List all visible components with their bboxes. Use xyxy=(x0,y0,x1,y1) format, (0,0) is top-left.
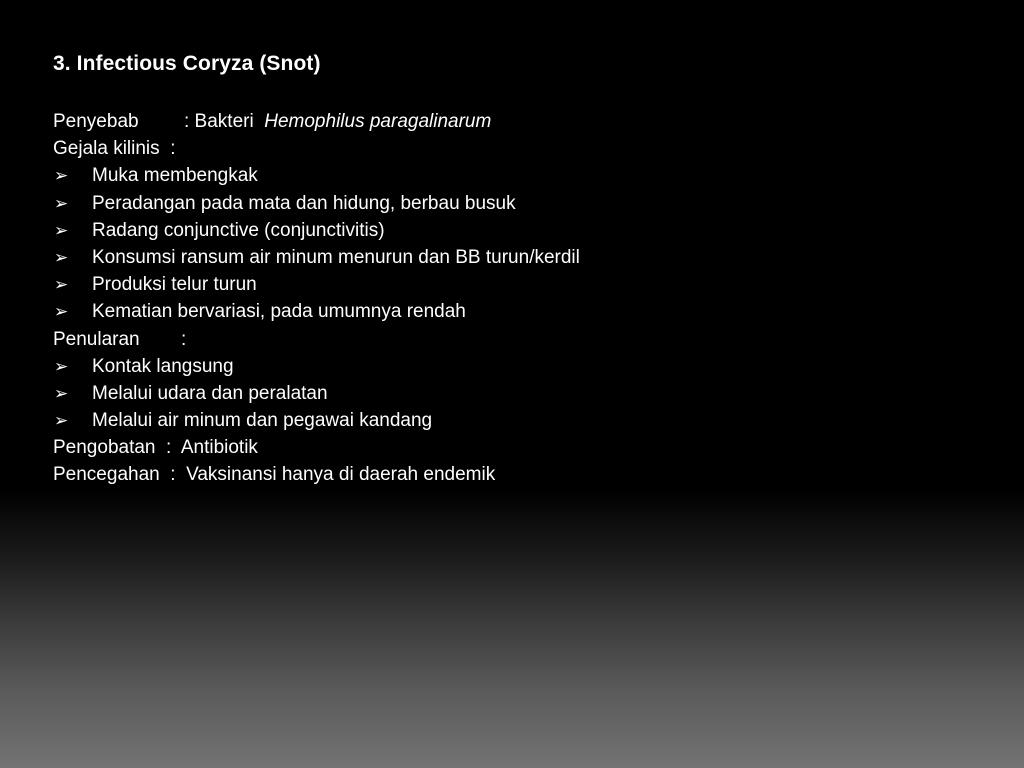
gejala-item-text: Peradangan pada mata dan hidung, berbau busuk xyxy=(92,192,516,214)
gejala-item xyxy=(53,190,993,217)
slide-title: 3. Infectious Coryza (Snot) xyxy=(53,52,321,75)
penularan-separator: : xyxy=(181,328,187,350)
penularan-line xyxy=(53,326,993,353)
gejala-item-text: Kematian bervariasi, pada umumnya rendah xyxy=(92,301,466,323)
gejala-item-text: Muka membengkak xyxy=(92,165,258,187)
slide-content xyxy=(53,50,993,489)
gejala-item-text: Konsumsi ransum air minum menurun dan BB turun/kerdil xyxy=(92,246,580,268)
penularan-item-text: Kontak langsung xyxy=(92,355,234,377)
penyebab-value: Hemophilus paragalinarum xyxy=(264,111,492,132)
gejala-item xyxy=(53,271,993,298)
gejala-item xyxy=(53,217,993,244)
arrowhead-bullet-icon: ➢ xyxy=(54,193,69,213)
penularan-label: Penularan xyxy=(53,328,140,350)
arrowhead-bullet-icon: ➢ xyxy=(54,411,69,431)
arrowhead-bullet-icon: ➢ xyxy=(54,302,69,322)
arrowhead-bullet-icon: ➢ xyxy=(54,166,69,186)
gejala-item xyxy=(53,244,993,271)
gejala-item xyxy=(53,298,993,325)
arrowhead-bullet-icon: ➢ xyxy=(54,220,69,240)
pengobatan-line: Pengobatan : Antibiotik xyxy=(53,437,258,459)
penyebab-line xyxy=(53,108,993,135)
penularan-item xyxy=(53,380,993,407)
penularan-item-text: Melalui air minum dan pegawai kandang xyxy=(92,410,433,432)
gejala-label: Gejala kilinis : xyxy=(53,138,176,160)
penyebab-label: Penyebab xyxy=(53,111,139,132)
gejala-item-text: Radang conjunctive (conjunctivitis) xyxy=(92,219,385,241)
penularan-item-text: Melalui udara dan peralatan xyxy=(92,382,328,404)
gejala-item-text: Produksi telur turun xyxy=(92,274,257,296)
penyebab-separator: : Bakteri xyxy=(184,111,265,132)
pencegahan-line: Pencegahan : Vaksinansi hanya di daerah endemik xyxy=(53,464,496,486)
penularan-item xyxy=(53,353,993,380)
arrowhead-bullet-icon: ➢ xyxy=(54,383,69,403)
arrowhead-bullet-icon: ➢ xyxy=(54,248,69,268)
penularan-item xyxy=(53,407,993,434)
gejala-item xyxy=(53,162,993,189)
arrowhead-bullet-icon: ➢ xyxy=(54,356,69,376)
arrowhead-bullet-icon: ➢ xyxy=(54,275,69,295)
